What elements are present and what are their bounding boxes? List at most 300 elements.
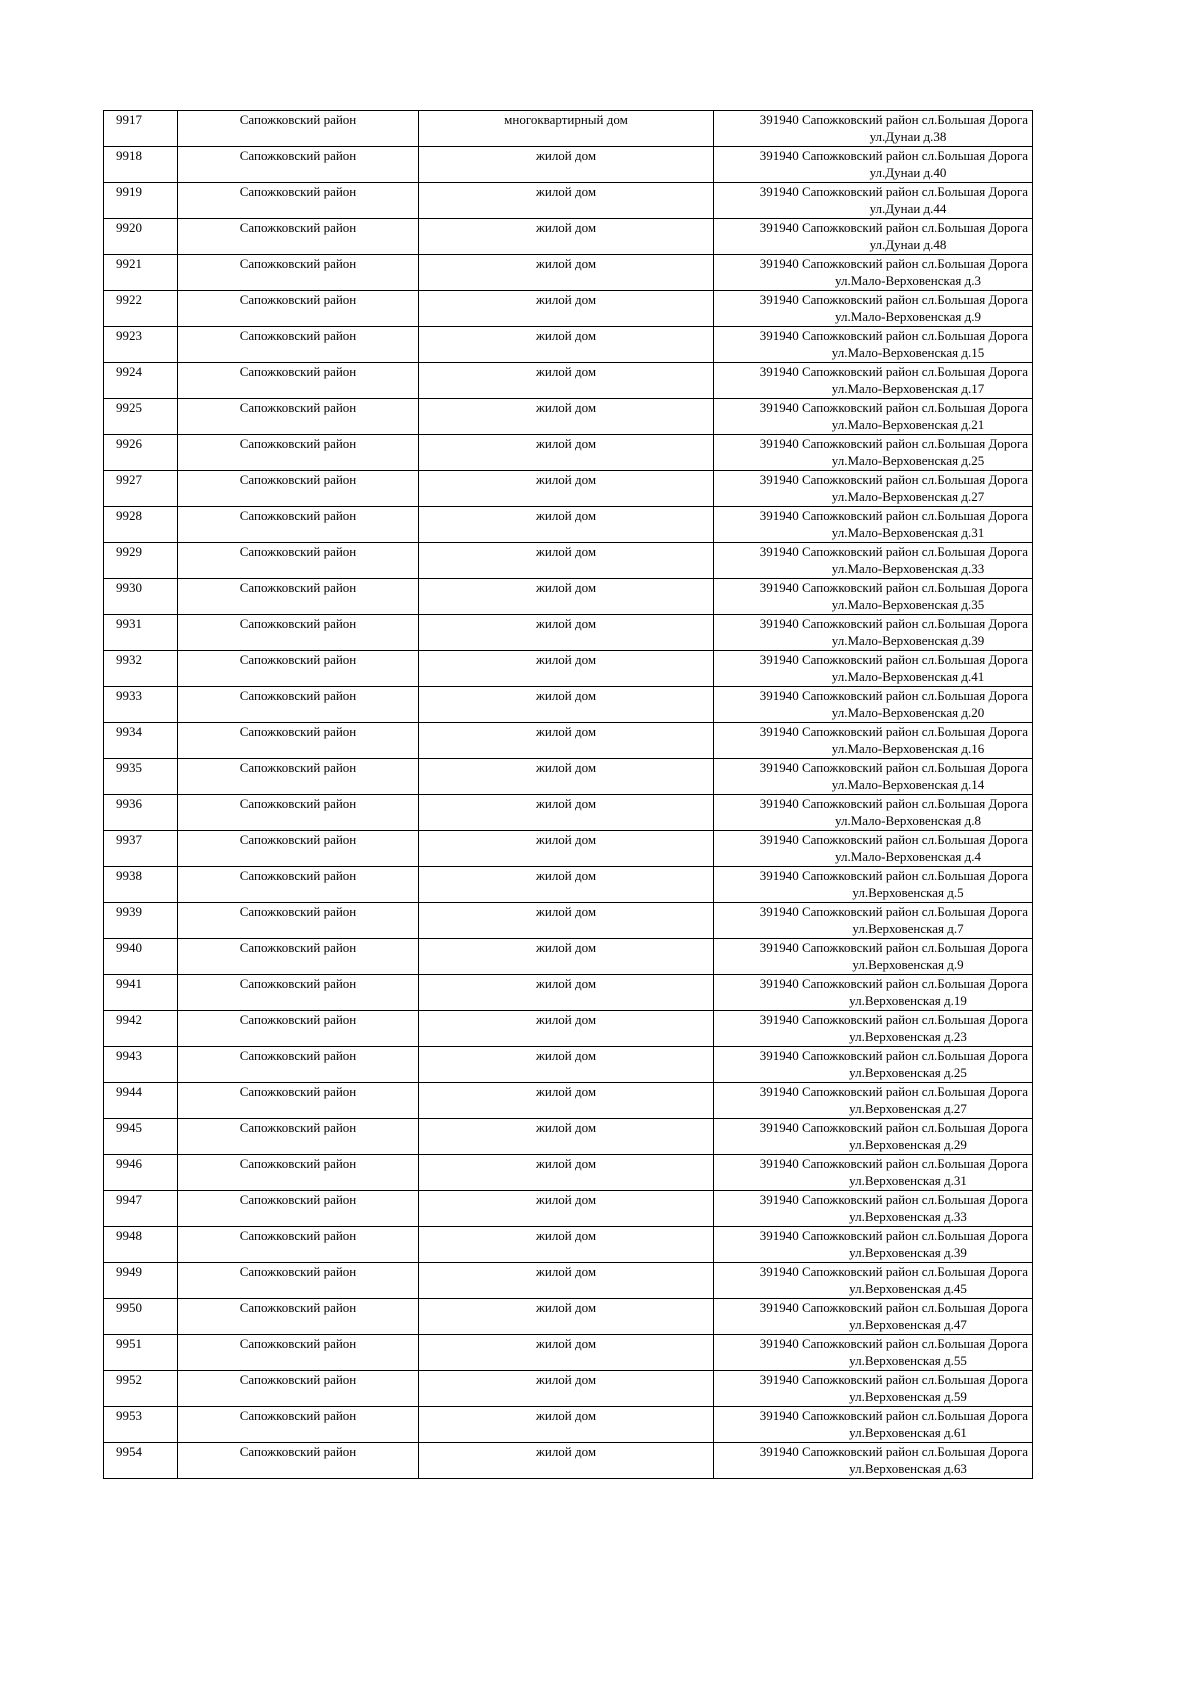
row-number: 9953	[116, 1408, 142, 1423]
district-cell	[178, 975, 419, 1011]
district-cell	[178, 1407, 419, 1443]
building-type: жилой дом	[535, 292, 597, 307]
district-name: Сапожковский район	[239, 976, 357, 991]
address-line-1: 391940 Сапожковский район сл.Большая Дорога	[759, 436, 1028, 451]
row-number-cell	[104, 759, 178, 795]
row-number-cell	[104, 651, 178, 687]
building-type: жилой дом	[535, 1408, 597, 1423]
row-number: 9920	[116, 220, 142, 235]
district-name: Сапожковский район	[239, 796, 357, 811]
row-number-cell	[104, 795, 178, 831]
building-type: жилой дом	[535, 904, 597, 919]
district-cell	[178, 1263, 419, 1299]
row-number-cell	[104, 939, 178, 975]
row-number: 9946	[116, 1156, 142, 1171]
row-number-cell	[104, 723, 178, 759]
district-cell	[178, 831, 419, 867]
row-number-cell	[104, 1119, 178, 1155]
building-type-cell	[419, 183, 714, 219]
address-line-1: 391940 Сапожковский район сл.Большая Дорога	[759, 1264, 1028, 1279]
building-type-cell	[419, 471, 714, 507]
building-type-cell	[419, 399, 714, 435]
table-row	[104, 471, 1033, 507]
district-cell	[178, 867, 419, 903]
table-row	[104, 507, 1033, 543]
row-number-cell	[104, 1083, 178, 1119]
address-line-2: ул.Верховенская д.7	[852, 921, 964, 936]
address-line-2: ул.Мало-Верховенская д.4	[835, 849, 981, 864]
building-type: жилой дом	[535, 1012, 597, 1027]
address-line-1: 391940 Сапожковский район сл.Большая Дорога	[759, 1012, 1028, 1027]
address-cell	[714, 1263, 1033, 1299]
building-type-cell	[419, 255, 714, 291]
table-row	[104, 1371, 1033, 1407]
district-name: Сапожковский район	[239, 184, 357, 199]
district-cell	[178, 111, 419, 147]
row-number-cell	[104, 507, 178, 543]
building-type-cell	[419, 795, 714, 831]
row-number: 9954	[116, 1444, 142, 1459]
row-number-cell	[104, 831, 178, 867]
address-cell	[714, 903, 1033, 939]
building-type: жилой дом	[535, 328, 597, 343]
row-number: 9943	[116, 1048, 142, 1063]
row-number: 9933	[116, 688, 142, 703]
address-line-2: ул.Мало-Верховенская д.9	[835, 309, 981, 324]
address-line-2: ул.Мало-Верховенская д.14	[831, 777, 985, 792]
row-number: 9918	[116, 148, 142, 163]
building-type: жилой дом	[535, 256, 597, 271]
table-row	[104, 903, 1033, 939]
building-type-cell	[419, 111, 714, 147]
district-cell	[178, 615, 419, 651]
building-type-cell	[419, 1191, 714, 1227]
address-line-2: ул.Верховенская д.63	[849, 1461, 967, 1476]
building-type-cell	[419, 687, 714, 723]
row-number-cell	[104, 1155, 178, 1191]
address-cell	[714, 291, 1033, 327]
building-type: жилой дом	[535, 1372, 597, 1387]
table-row	[104, 795, 1033, 831]
row-number: 9936	[116, 796, 142, 811]
address-line-1: 391940 Сапожковский район сл.Большая Дорога	[759, 1192, 1028, 1207]
table-row	[104, 327, 1033, 363]
table-row	[104, 615, 1033, 651]
address-line-2: ул.Мало-Верховенская д.16	[831, 741, 985, 756]
district-name: Сапожковский район	[239, 868, 357, 883]
table-row	[104, 219, 1033, 255]
building-type-cell	[419, 291, 714, 327]
address-cell	[714, 147, 1033, 183]
district-cell	[178, 147, 419, 183]
district-cell	[178, 1443, 419, 1479]
address-line-2: ул.Верховенская д.5	[852, 885, 964, 900]
row-number: 9951	[116, 1336, 142, 1351]
district-cell	[178, 399, 419, 435]
district-name: Сапожковский район	[239, 832, 357, 847]
address-line-1: 391940 Сапожковский район сл.Большая Дорога	[759, 508, 1028, 523]
row-number-cell	[104, 1263, 178, 1299]
row-number: 9919	[116, 184, 142, 199]
address-line-2: ул.Верховенская д.33	[849, 1209, 967, 1224]
district-cell	[178, 327, 419, 363]
row-number-cell	[104, 183, 178, 219]
district-cell	[178, 759, 419, 795]
row-number-cell	[104, 579, 178, 615]
row-number-cell	[104, 435, 178, 471]
row-number-cell	[104, 687, 178, 723]
address-cell	[714, 831, 1033, 867]
address-line-2: ул.Верховенская д.25	[849, 1065, 967, 1080]
address-line-2: ул.Мало-Верховенская д.41	[831, 669, 985, 684]
building-type: жилой дом	[535, 1336, 597, 1351]
table-row	[104, 759, 1033, 795]
district-name: Сапожковский район	[239, 1264, 357, 1279]
table-row	[104, 1011, 1033, 1047]
row-number: 9917	[116, 112, 142, 127]
address-line-2: ул.Мало-Верховенская д.17	[831, 381, 985, 396]
building-type: жилой дом	[535, 472, 597, 487]
building-type: жилой дом	[535, 1120, 597, 1135]
row-number: 9931	[116, 616, 142, 631]
address-cell	[714, 435, 1033, 471]
row-number-cell	[104, 327, 178, 363]
row-number: 9925	[116, 400, 142, 415]
building-type-cell	[419, 1227, 714, 1263]
address-cell	[714, 1335, 1033, 1371]
address-cell	[714, 1443, 1033, 1479]
row-number-cell	[104, 903, 178, 939]
row-number-cell	[104, 1407, 178, 1443]
row-number: 9937	[116, 832, 142, 847]
address-line-1: 391940 Сапожковский район сл.Большая Дорога	[759, 1336, 1028, 1351]
district-name: Сапожковский район	[239, 652, 357, 667]
row-number: 9947	[116, 1192, 142, 1207]
row-number: 9930	[116, 580, 142, 595]
row-number-cell	[104, 1371, 178, 1407]
address-line-1: 391940 Сапожковский район сл.Большая Дорога	[759, 1120, 1028, 1135]
address-line-1: 391940 Сапожковский район сл.Большая Дорога	[759, 148, 1028, 163]
building-type-cell	[419, 435, 714, 471]
district-name: Сапожковский район	[239, 1192, 357, 1207]
district-name: Сапожковский район	[239, 112, 357, 127]
address-cell	[714, 651, 1033, 687]
row-number: 9945	[116, 1120, 142, 1135]
table-row	[104, 1191, 1033, 1227]
address-cell	[714, 1047, 1033, 1083]
building-type-cell	[419, 327, 714, 363]
address-line-1: 391940 Сапожковский район сл.Большая Дорога	[759, 868, 1028, 883]
district-name: Сапожковский район	[239, 1084, 357, 1099]
address-line-2: ул.Верховенская д.47	[849, 1317, 967, 1332]
address-line-1: 391940 Сапожковский район сл.Большая Дорога	[759, 580, 1028, 595]
row-number-cell	[104, 867, 178, 903]
table-row	[104, 975, 1033, 1011]
building-type-cell	[419, 867, 714, 903]
row-number: 9939	[116, 904, 142, 919]
table-row	[104, 687, 1033, 723]
address-line-2: ул.Верховенская д.27	[849, 1101, 967, 1116]
address-line-2: ул.Мало-Верховенская д.25	[831, 453, 985, 468]
row-number: 9935	[116, 760, 142, 775]
address-cell	[714, 219, 1033, 255]
address-line-1: 391940 Сапожковский район сл.Большая Дорога	[759, 616, 1028, 631]
address-line-2: ул.Мало-Верховенская д.39	[831, 633, 985, 648]
district-cell	[178, 1155, 419, 1191]
table-row	[104, 1083, 1033, 1119]
building-type: жилой дом	[535, 1048, 597, 1063]
address-line-2: ул.Мало-Верховенская д.27	[831, 489, 985, 504]
address-cell	[714, 1155, 1033, 1191]
district-cell	[178, 1335, 419, 1371]
building-type: жилой дом	[535, 544, 597, 559]
address-line-1: 391940 Сапожковский район сл.Большая Дорога	[759, 1372, 1028, 1387]
district-name: Сапожковский район	[239, 328, 357, 343]
address-cell	[714, 1227, 1033, 1263]
row-number: 9934	[116, 724, 142, 739]
table-row	[104, 255, 1033, 291]
address-line-1: 391940 Сапожковский район сл.Большая Дорога	[759, 184, 1028, 199]
building-type: жилой дом	[535, 616, 597, 631]
table-row	[104, 1227, 1033, 1263]
building-type: жилой дом	[535, 400, 597, 415]
address-line-1: 391940 Сапожковский район сл.Большая Дорога	[759, 1300, 1028, 1315]
table-row	[104, 1047, 1033, 1083]
district-cell	[178, 363, 419, 399]
district-name: Сапожковский район	[239, 148, 357, 163]
address-line-1: 391940 Сапожковский район сл.Большая Дорога	[759, 976, 1028, 991]
building-type-cell	[419, 1371, 714, 1407]
table-row	[104, 435, 1033, 471]
address-cell	[714, 363, 1033, 399]
address-line-2: ул.Мало-Верховенская д.3	[835, 273, 981, 288]
row-number: 9952	[116, 1372, 142, 1387]
district-cell	[178, 507, 419, 543]
table-row	[104, 1299, 1033, 1335]
row-number-cell	[104, 255, 178, 291]
building-type-cell	[419, 1335, 714, 1371]
district-name: Сапожковский район	[239, 220, 357, 235]
district-name: Сапожковский район	[239, 436, 357, 451]
row-number: 9922	[116, 292, 142, 307]
building-type-cell	[419, 147, 714, 183]
building-type-cell	[419, 651, 714, 687]
row-number: 9929	[116, 544, 142, 559]
building-type: жилой дом	[535, 724, 597, 739]
district-cell	[178, 219, 419, 255]
table-row	[104, 543, 1033, 579]
address-line-2: ул.Дунаи д.44	[869, 201, 947, 216]
district-cell	[178, 255, 419, 291]
building-type-cell	[419, 1407, 714, 1443]
district-cell	[178, 723, 419, 759]
address-registry-table	[103, 110, 1033, 1479]
address-line-1: 391940 Сапожковский район сл.Большая Дорога	[759, 1228, 1028, 1243]
district-cell	[178, 1083, 419, 1119]
building-type-cell	[419, 903, 714, 939]
address-line-2: ул.Мало-Верховенская д.15	[831, 345, 985, 360]
district-cell	[178, 939, 419, 975]
district-name: Сапожковский район	[239, 760, 357, 775]
registry-table-body	[104, 111, 1033, 1479]
building-type-cell	[419, 1119, 714, 1155]
row-number: 9938	[116, 868, 142, 883]
row-number: 9921	[116, 256, 142, 271]
row-number: 9944	[116, 1084, 142, 1099]
table-row	[104, 1119, 1033, 1155]
address-line-1: 391940 Сапожковский район сл.Большая Дорога	[759, 688, 1028, 703]
building-type: жилой дом	[535, 760, 597, 775]
building-type: жилой дом	[535, 688, 597, 703]
address-line-2: ул.Верховенская д.19	[849, 993, 967, 1008]
address-line-2: ул.Мало-Верховенская д.35	[831, 597, 985, 612]
table-row	[104, 831, 1033, 867]
row-number: 9923	[116, 328, 142, 343]
district-name: Сапожковский район	[239, 508, 357, 523]
address-line-2: ул.Верховенская д.39	[849, 1245, 967, 1260]
address-line-2: ул.Верховенская д.61	[849, 1425, 967, 1440]
address-cell	[714, 183, 1033, 219]
address-line-2: ул.Мало-Верховенская д.31	[831, 525, 985, 540]
address-line-2: ул.Верховенская д.29	[849, 1137, 967, 1152]
district-name: Сапожковский район	[239, 580, 357, 595]
row-number: 9924	[116, 364, 142, 379]
row-number-cell	[104, 1299, 178, 1335]
district-name: Сапожковский район	[239, 292, 357, 307]
building-type: жилой дом	[535, 868, 597, 883]
table-row	[104, 1155, 1033, 1191]
address-line-2: ул.Дунаи д.38	[869, 129, 947, 144]
row-number: 9928	[116, 508, 142, 523]
district-cell	[178, 183, 419, 219]
building-type-cell	[419, 543, 714, 579]
row-number: 9926	[116, 436, 142, 451]
address-line-2: ул.Верховенская д.45	[849, 1281, 967, 1296]
district-cell	[178, 291, 419, 327]
address-line-2: ул.Дунаи д.40	[869, 165, 947, 180]
building-type-cell	[419, 1263, 714, 1299]
district-name: Сапожковский район	[239, 1300, 357, 1315]
row-number-cell	[104, 219, 178, 255]
district-cell	[178, 435, 419, 471]
district-cell	[178, 1371, 419, 1407]
address-line-2: ул.Мало-Верховенская д.21	[831, 417, 985, 432]
address-cell	[714, 1083, 1033, 1119]
address-line-1: 391940 Сапожковский район сл.Большая Дорога	[759, 472, 1028, 487]
row-number-cell	[104, 543, 178, 579]
district-name: Сапожковский район	[239, 616, 357, 631]
address-cell	[714, 1407, 1033, 1443]
address-line-2: ул.Верховенская д.23	[849, 1029, 967, 1044]
building-type-cell	[419, 831, 714, 867]
address-line-2: ул.Верховенская д.9	[852, 957, 964, 972]
address-line-2: ул.Мало-Верховенская д.33	[831, 561, 985, 576]
district-name: Сапожковский район	[239, 400, 357, 415]
address-cell	[714, 1371, 1033, 1407]
address-line-1: 391940 Сапожковский район сл.Большая Дорога	[759, 1444, 1028, 1459]
row-number-cell	[104, 147, 178, 183]
building-type-cell	[419, 1443, 714, 1479]
address-line-1: 391940 Сапожковский район сл.Большая Дорога	[759, 1156, 1028, 1171]
address-line-2: ул.Мало-Верховенская д.20	[831, 705, 985, 720]
address-cell	[714, 507, 1033, 543]
address-cell	[714, 327, 1033, 363]
district-name: Сапожковский район	[239, 940, 357, 955]
building-type: жилой дом	[535, 1084, 597, 1099]
table-row	[104, 399, 1033, 435]
building-type-cell	[419, 219, 714, 255]
row-number: 9942	[116, 1012, 142, 1027]
district-name: Сапожковский район	[239, 1408, 357, 1423]
address-line-1: 391940 Сапожковский район сл.Большая Дорога	[759, 112, 1028, 127]
address-line-2: ул.Верховенская д.31	[849, 1173, 967, 1188]
table-row	[104, 183, 1033, 219]
address-line-2: ул.Верховенская д.59	[849, 1389, 967, 1404]
row-number-cell	[104, 1011, 178, 1047]
row-number-cell	[104, 1335, 178, 1371]
address-cell	[714, 867, 1033, 903]
address-cell	[714, 255, 1033, 291]
district-cell	[178, 1119, 419, 1155]
address-cell	[714, 111, 1033, 147]
address-line-1: 391940 Сапожковский район сл.Большая Дорога	[759, 1048, 1028, 1063]
row-number: 9941	[116, 976, 142, 991]
district-cell	[178, 1227, 419, 1263]
address-line-1: 391940 Сапожковский район сл.Большая Дорога	[759, 760, 1028, 775]
building-type: жилой дом	[535, 940, 597, 955]
row-number-cell	[104, 615, 178, 651]
address-cell	[714, 975, 1033, 1011]
building-type-cell	[419, 579, 714, 615]
row-number-cell	[104, 975, 178, 1011]
building-type-cell	[419, 1155, 714, 1191]
district-name: Сапожковский район	[239, 364, 357, 379]
district-cell	[178, 1011, 419, 1047]
row-number: 9927	[116, 472, 142, 487]
address-line-1: 391940 Сапожковский район сл.Большая Дорога	[759, 904, 1028, 919]
district-name: Сапожковский район	[239, 1012, 357, 1027]
table-row	[104, 147, 1033, 183]
district-name: Сапожковский район	[239, 1336, 357, 1351]
building-type: жилой дом	[535, 184, 597, 199]
district-name: Сапожковский район	[239, 1120, 357, 1135]
row-number-cell	[104, 1227, 178, 1263]
row-number-cell	[104, 1191, 178, 1227]
building-type-cell	[419, 615, 714, 651]
address-line-1: 391940 Сапожковский район сл.Большая Дорога	[759, 364, 1028, 379]
district-name: Сапожковский район	[239, 256, 357, 271]
row-number: 9950	[116, 1300, 142, 1315]
address-line-2: ул.Мало-Верховенская д.8	[835, 813, 981, 828]
address-cell	[714, 759, 1033, 795]
address-cell	[714, 1119, 1033, 1155]
district-name: Сапожковский район	[239, 1048, 357, 1063]
address-cell	[714, 543, 1033, 579]
row-number-cell	[104, 111, 178, 147]
table-row	[104, 579, 1033, 615]
table-row	[104, 651, 1033, 687]
row-number-cell	[104, 1047, 178, 1083]
row-number: 9932	[116, 652, 142, 667]
building-type: жилой дом	[535, 364, 597, 379]
row-number: 9948	[116, 1228, 142, 1243]
row-number-cell	[104, 291, 178, 327]
address-line-1: 391940 Сапожковский район сл.Большая Дорога	[759, 832, 1028, 847]
address-line-1: 391940 Сапожковский район сл.Большая Дорога	[759, 256, 1028, 271]
address-line-1: 391940 Сапожковский район сл.Большая Дорога	[759, 292, 1028, 307]
address-cell	[714, 795, 1033, 831]
building-type: жилой дом	[535, 436, 597, 451]
